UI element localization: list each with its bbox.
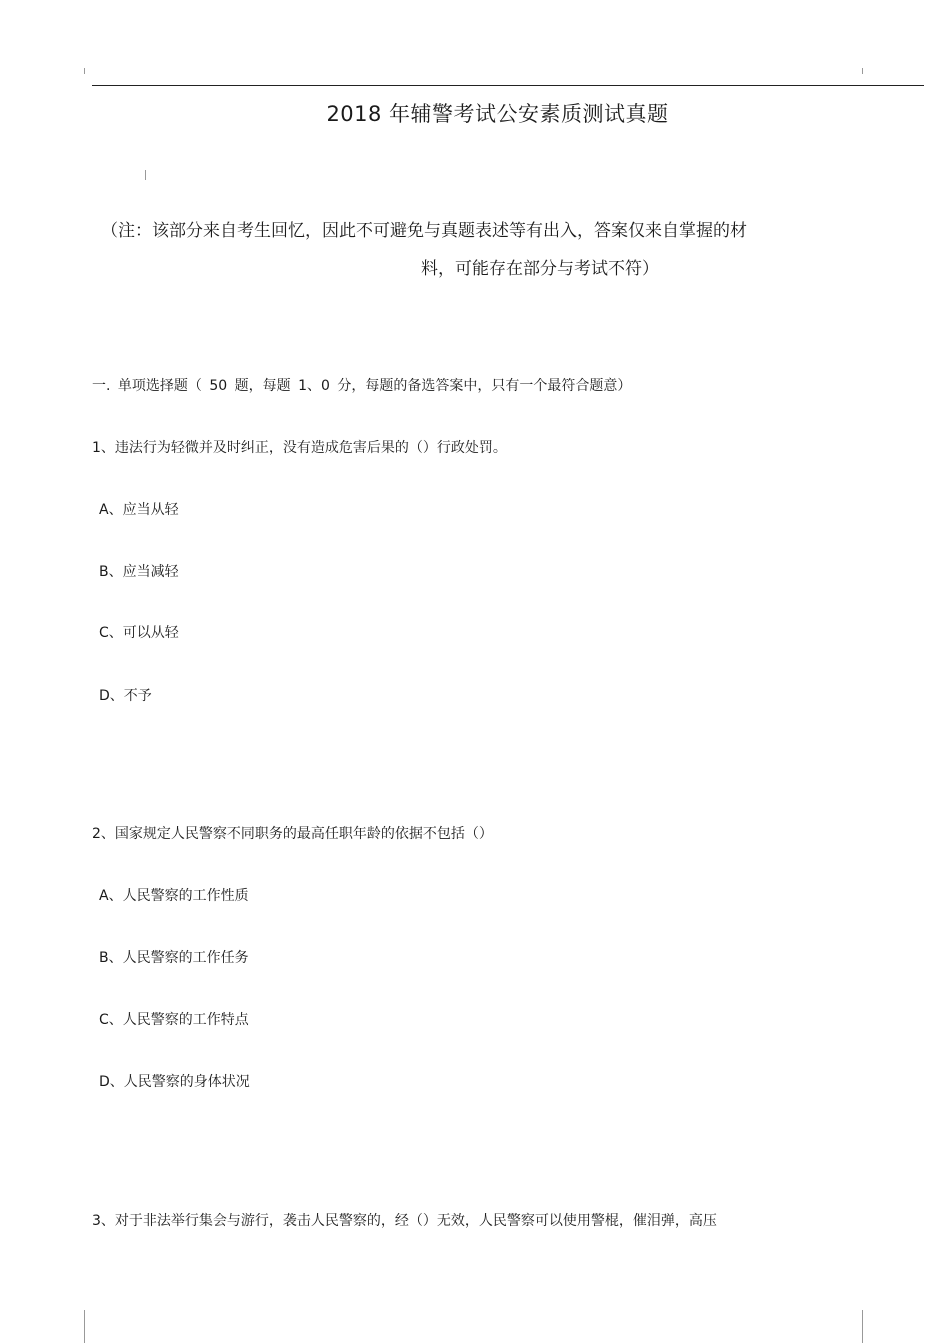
header-rule — [92, 85, 924, 86]
margin-line-bottom-right — [862, 1310, 863, 1343]
question-2-option-a: A、人民警察的工作性质 — [99, 888, 249, 904]
question-1-option-b: B、应当减轻 — [99, 564, 179, 580]
page-title: 2018 年辅警考试公安素质测试真题 — [326, 102, 669, 126]
question-2-option-c: C、人民警察的工作特点 — [99, 1012, 249, 1028]
margin-line-bottom-left — [84, 1310, 85, 1343]
question-1-option-d: D、不予 — [99, 688, 152, 704]
question-1-stem: 1、违法行为轻微并及时纠正，没有造成危害后果的（）行政处罚。 — [92, 440, 507, 456]
note-line-2: 料，可能存在部分与考试不符） — [421, 259, 659, 279]
question-3-stem: 3、对于非法举行集会与游行，袭击人民警察的，经（）无效，人民警察可以使用警棍，催泪弹，高压 — [92, 1213, 717, 1229]
question-2-option-d: D、人民警察的身体状况 — [99, 1074, 250, 1090]
question-2-stem: 2、国家规定人民警察不同职务的最高任职年龄的依据不包括（） — [92, 826, 493, 842]
note-line-1: （注：该部分来自考生回忆，因此不可避免与真题表述等有出入，答案仅来自掌握的材 — [101, 221, 747, 241]
question-1-option-c: C、可以从轻 — [99, 625, 179, 641]
question-1-option-a: A、应当从轻 — [99, 502, 179, 518]
question-2-option-b: B、人民警察的工作任务 — [99, 950, 249, 966]
section-heading: 一. 单项选择题（ 50 题，每题 1、0 分，每题的备选答案中，只有一个最符合题意） — [92, 378, 632, 394]
crop-mark-top-left — [84, 68, 85, 74]
crop-mark-top-right — [862, 68, 863, 74]
stray-mark — [145, 170, 146, 180]
